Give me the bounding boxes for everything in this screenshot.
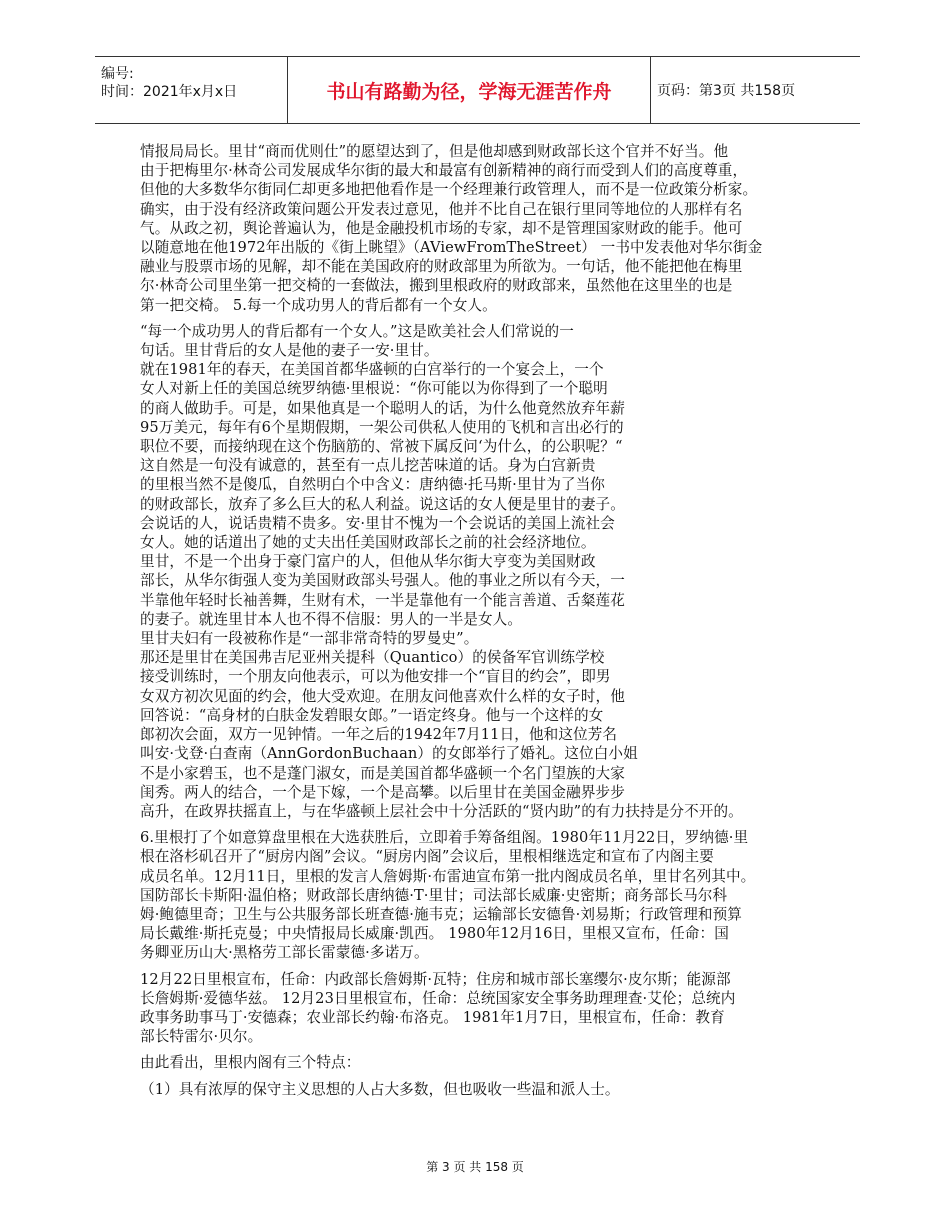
text-line: 就在1981年的春天，在美国首都华盛顿的白宫举行的一个宴会上，一个	[140, 361, 604, 379]
header-meta	[95, 57, 287, 123]
text-line: 根在洛杉矶召开了“厨房内阁”会议。“厨房内阁”会议后，里根相继选定和宣布了内阁主要	[140, 848, 714, 866]
text-line: 政事务助事马丁·安德森；农业部长约翰·布洛克。 1981年1月7日，里根宣布，任命：教育	[140, 1008, 725, 1026]
text-line: 郎初次会面，双方一见钟情。一年之后的1942年7月11日，他和这位芳名	[140, 726, 618, 744]
text-line: 里甘，不是一个出身于豪门富户的人，但他从华尔街大亨变为美国财政	[140, 553, 596, 571]
text-line: 长詹姆斯·爱德华兹。 12月23日里根宣布，任命：总统国家安全事务助理理查·艾伦；总统内	[140, 989, 736, 1007]
paragraph-gap	[140, 1046, 830, 1053]
paragraph-gap	[140, 963, 830, 970]
text-line: 的商人做助手。可是，如果他真是一个聪明人的话，为什么他竟然放弃年薪	[140, 399, 625, 417]
text-line: 职位不要，而接纳现在这个伤脑筋的、常被下属反问‘为什么，的公职呢？“	[140, 438, 623, 456]
text-line: 由于把梅里尔·林奇公司发展成华尔街的最大和最富有创新精神的商行而受到人们的高度尊重，	[140, 162, 748, 180]
paragraph	[140, 970, 830, 1047]
paragraph	[140, 1080, 830, 1099]
text-line: 女双方初次见面的约会，他大受欢迎。在朋友问他喜欢什么样的女子时，他	[140, 687, 625, 705]
paragraph	[140, 1053, 830, 1072]
text-line: “每一个成功男人的背后都有一个女人。”这是欧美社会人们常说的一	[140, 322, 574, 340]
text-line: 会说话的人，说话贵精不贵多。安·里甘不愧为一个会说话的美国上流社会	[140, 514, 615, 532]
page-header	[95, 56, 860, 124]
text-line: 情报局局长。里甘“商而优则仕”的愿望达到了，但是他却感到财政部长这个官并不好当。他	[140, 143, 729, 160]
document-time: 时间：2021年x月x日	[101, 84, 238, 100]
text-line: 融业与股票市场的见解，却不能在美国政府的财政部里为所欲为。一句话，他不能把他在梅里	[140, 258, 743, 276]
text-line: 女人。她的话道出了她的丈夫出任美国财政部长之前的社会经济地位。	[140, 534, 596, 552]
paragraph	[140, 828, 830, 962]
text-line: 女人对新上任的美国总统罗纳德·里根说：“你可能以为你得到了一个聪明	[140, 380, 608, 398]
text-line: 部长，从华尔街强人变为美国财政部头号强人。他的事业之所以有今天，一	[140, 572, 625, 590]
text-line: 部长特雷尔·贝尔。	[140, 1028, 263, 1046]
text-line: 确实，由于没有经济政策问题公开发表过意见，他并不比自己在银行里同等地位的人那样有名	[140, 200, 743, 218]
text-line: 由此看出，里根内阁有三个特点：	[140, 1054, 361, 1072]
text-line: 回答说：“高身材的白肤金发碧眼女郎。”一语定终身。他与一个这样的女	[140, 706, 604, 724]
text-line: 国防部长卡斯阳·温伯格；财政部长唐纳德·T·里甘；司法部长威廉·史密斯；商务部长马尔科	[140, 886, 728, 904]
text-line: 6.里根打了个如意算盘里根在大选获胜后，立即着手筹备组阁。1980年11月22日，罗纳德·里	[140, 829, 749, 847]
header-motto: 书山有路勤为径，学海无涯苦作舟	[287, 57, 651, 123]
text-line: 半靠他年轻时长袖善舞，生财有术，一半是靠他有一个能言善道、舌粲莲花	[140, 591, 625, 609]
text-line: 尔·林奇公司里坐第一把交椅的一套做法，搬到里根政府的财政部来，虽然他在这里坐的也是	[140, 277, 733, 295]
text-line: 成员名单。12月11日，里根的发言人詹姆斯·布雷迪宣布第一批内阁成员名单，里甘名列其中。	[140, 867, 756, 885]
text-line: 闺秀。两人的结合，一个是下嫁，一个是高攀。以后里甘在美国金融界步步	[140, 783, 625, 801]
text-line: 叫安·戈登·白查南（AnnGordonBuchaan）的女郎举行了婚礼。这位白小姐	[140, 745, 638, 763]
text-line: 12月22日里根宣布，任命：内政部长詹姆斯·瓦特；住房和城市部长塞缨尔·皮尔斯；能源部	[140, 970, 731, 988]
text-line: 的财政部长，放弃了多么巨大的私人利益。说这话的女人便是里甘的妻子。	[140, 495, 625, 513]
text-line: 姆·鲍德里奇；卫生与公共服务部长班查德·施韦克；运输部长安德鲁·刘易斯；行政管理和预算	[140, 905, 742, 923]
text-line: 气。从政之初，舆论普遍认为，他是金融投机市场的专家，却不是管理国家财政的能手。他可	[140, 219, 743, 237]
paragraph	[140, 142, 830, 315]
text-line: 95万美元，每年有6个星期假期，一架公司供私人使用的飞机和言出必行的	[140, 418, 624, 436]
text-line: 以随意地在他1972年出版的《街上眺望》（AViewFromTheStreet） 一书中发表他对华尔街金	[140, 239, 763, 257]
page-footer: 第 3 页 共 158 页	[426, 1160, 524, 1174]
document-number-label: 编号:	[101, 66, 134, 82]
text-line: 那还是里甘在美国弗吉尼亚州关提科（Quantico）的侯备军官训练学校	[140, 649, 605, 667]
text-line: 但他的大多数华尔街同仁却更多地把他看作是一个经理兼行政管理人，而不是一位政策分析家。	[140, 181, 758, 199]
text-line: 局长戴维·斯托克曼；中央情报局长威廉·凯西。 1980年12月16日，里根又宣布，任命：国	[140, 925, 729, 943]
paragraph-gap	[140, 1073, 830, 1080]
text-line: 务卿亚历山大·黑格劳工部长雷蒙德·多诺万。	[140, 944, 429, 962]
text-line: 接受训练时，一个朋友向他表示，可以为他安排一个“盲目的约会”，即男	[140, 668, 611, 686]
text-line: （1）具有浓厚的保守主义思想的人占大多数，但也吸收一些温和派人士。	[140, 1080, 620, 1098]
paragraph	[140, 322, 830, 821]
text-line: 这自然是一句没有诚意的，甚至有一点儿挖苦味道的话。身为白宫新贵	[140, 457, 596, 475]
paragraph-gap	[140, 315, 830, 322]
text-line: 第一把交椅。 5.每一个成功男人的背后都有一个女人。	[140, 296, 497, 314]
text-line: 高升，在政界扶摇直上，与在华盛顿上层社会中十分活跃的“贤内助”的有力扶持是分不开的。	[140, 802, 743, 820]
text-line: 不是小家碧玉，也不是蓬门淑女，而是美国首都华盛顿一个名门望族的大家	[140, 764, 625, 782]
paragraph-gap	[140, 821, 830, 828]
text-line: 句话。里甘背后的女人是他的妻子一安·里甘。	[140, 342, 439, 360]
document-body	[140, 142, 830, 1099]
text-line: 的妻子。就连里甘本人也不得不信服：男人的一半是女人。	[140, 610, 523, 628]
header-page-info: 页码：第3页 共158页	[657, 83, 796, 99]
text-line: 的里根当然不是傻瓜，自然明白个中含义：唐纳德·托马斯·里甘为了当你	[140, 476, 605, 494]
text-line: 里甘夫妇有一段被称作是“一部非常奇特的罗曼史”。	[140, 630, 479, 648]
